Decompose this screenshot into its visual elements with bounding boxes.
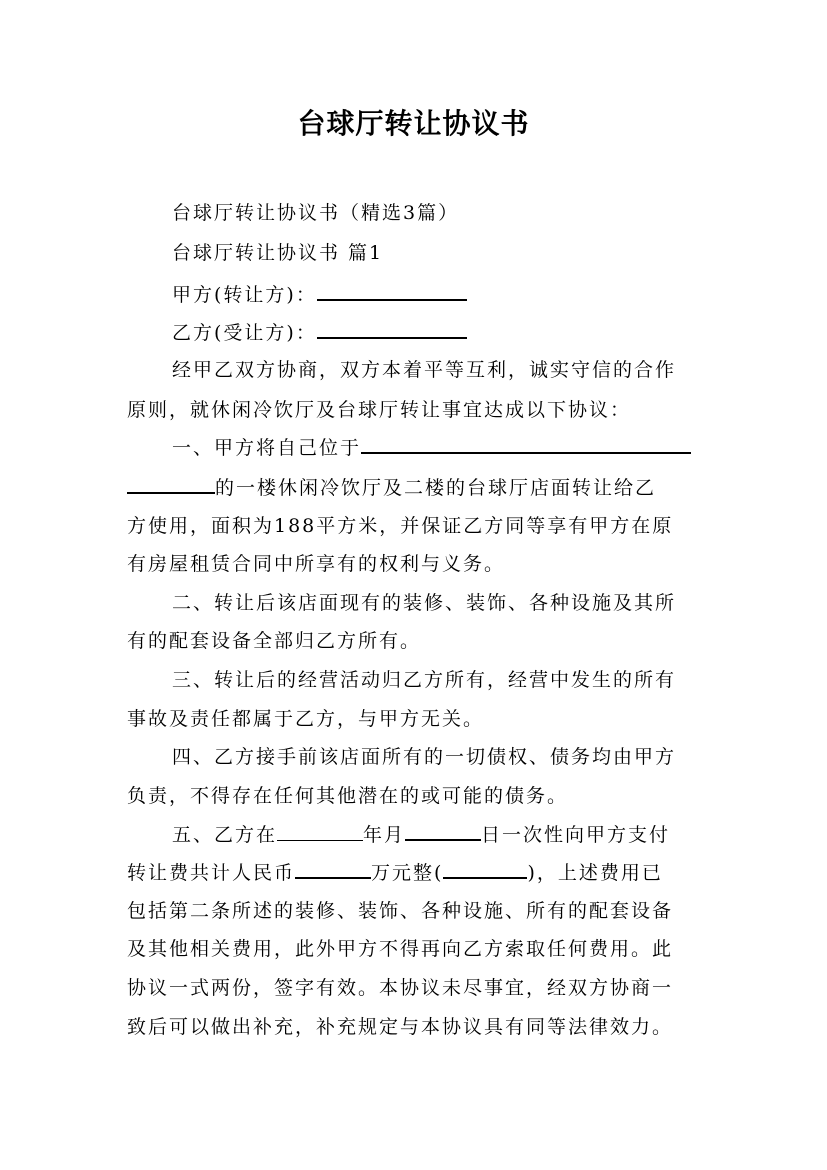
amount-words-blank xyxy=(443,863,527,879)
clause-1-line: 有房屋租赁合同中所享有的权利与义务。 xyxy=(127,553,506,575)
paragraph-line: 经甲乙双方协商，双方本着平等互利，诚实守信的合作 xyxy=(172,359,677,381)
clause-5-line: 致后可以做出补充，补充规定与本协议具有同等法律效力。 xyxy=(127,1016,674,1038)
clause-3-line: 三、转让后的经营活动归乙方所有，经营中发生的所有 xyxy=(172,669,677,691)
clause-2-line: 有的配套设备全部归乙方所有。 xyxy=(127,630,422,652)
amount-blank xyxy=(295,863,371,879)
location-blank-cont xyxy=(127,478,215,494)
clause-2-line: 二、转让后该店面现有的装修、装饰、各种设施及其所 xyxy=(172,592,677,614)
subtitle-line: 台球厅转让协议书（精选3篇） xyxy=(172,202,460,224)
party-a-line: 甲方(转让方)： xyxy=(0,280,827,307)
clause-5-line: 及其他相关费用，此外甲方不得再向乙方索取任何费用。此 xyxy=(127,938,674,960)
date-blank xyxy=(277,826,363,841)
section-heading: 台球厅转让协议书 篇1 xyxy=(172,242,384,264)
party-a-blank xyxy=(317,285,467,301)
document-title: 台球厅转让协议书 xyxy=(297,107,530,140)
location-blank xyxy=(361,438,691,454)
clause-5-line: 五、乙方在 年月 日一次性向甲方支付 xyxy=(172,824,671,846)
party-b-blank xyxy=(317,323,467,339)
clause-4-line: 负责，不得存在任何其他潜在的或可能的债务。 xyxy=(127,785,569,807)
clause-5-line: 包括第二条所述的装修、装饰、各种设施、所有的配套设备 xyxy=(127,900,674,922)
paragraph-line: 原则，就休闲冷饮厅及台球厅转让事宜达成以下协议： xyxy=(127,399,632,421)
day-blank xyxy=(405,825,481,841)
clause-5-line: 转让费共计人民币 万元整( )，上述费用已 xyxy=(127,862,663,884)
party-b-line: 乙方(受让方)： xyxy=(0,318,827,345)
clause-1-line: 一、甲方将自己位于 xyxy=(0,433,827,460)
clause-5-line: 协议一式两份，签字有效。本协议未尽事宜，经双方协商一 xyxy=(127,977,674,999)
clause-3-line: 事故及责任都属于乙方，与甲方无关。 xyxy=(127,708,485,730)
clause-1-line: 的一楼休闲冷饮厅及二楼的台球厅店面转让给乙 xyxy=(0,473,827,500)
clause-4-line: 四、乙方接手前该店面所有的一切债权、债务均由甲方 xyxy=(172,746,677,768)
clause-1-line: 方使用，面积为188平方米，并保证乙方同等享有甲方在原 xyxy=(127,515,674,537)
